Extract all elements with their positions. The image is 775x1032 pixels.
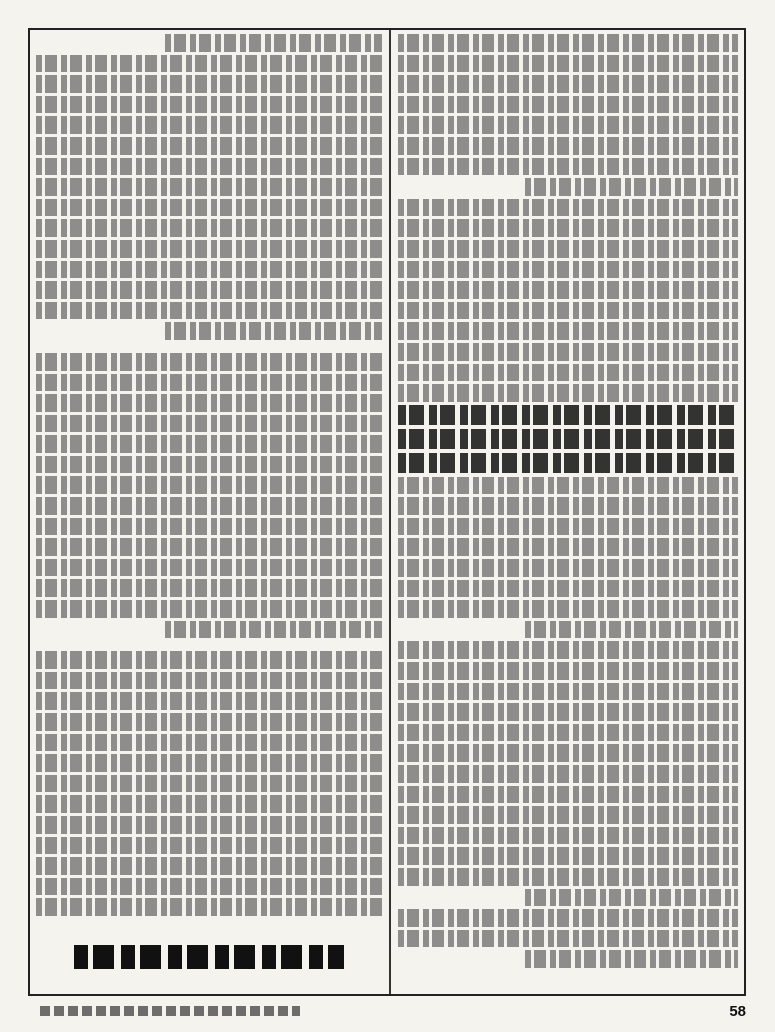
text-line xyxy=(36,55,382,73)
text-line xyxy=(36,559,382,577)
left-column xyxy=(34,34,384,994)
column-divider xyxy=(389,30,391,994)
text-line xyxy=(36,96,382,114)
text-line xyxy=(36,261,382,279)
text-line xyxy=(398,497,738,515)
text-line xyxy=(36,579,382,597)
text-line xyxy=(398,261,738,279)
text-line xyxy=(398,827,738,845)
text-line xyxy=(36,394,382,412)
text-line xyxy=(36,795,382,813)
text-line xyxy=(398,909,738,927)
text-line xyxy=(398,765,738,783)
text-line xyxy=(36,302,382,320)
text-line xyxy=(36,281,382,299)
text-line xyxy=(398,600,738,618)
text-line xyxy=(36,878,382,896)
text-line xyxy=(36,734,382,752)
text-line xyxy=(36,75,382,93)
text-line xyxy=(36,538,382,556)
text-line xyxy=(398,559,738,577)
text-line xyxy=(398,580,738,598)
text-line xyxy=(36,456,382,474)
text-line xyxy=(36,692,382,710)
page-number: 58 xyxy=(729,1002,746,1020)
text-line xyxy=(398,683,738,701)
text-line xyxy=(36,600,382,618)
text-line xyxy=(165,322,382,340)
text-line xyxy=(36,435,382,453)
text-line xyxy=(398,199,738,217)
text-line xyxy=(36,199,382,217)
text-line xyxy=(36,178,382,196)
text-line xyxy=(398,137,738,155)
text-line xyxy=(36,240,382,258)
page-footer xyxy=(28,1000,746,1022)
text-line xyxy=(36,713,382,731)
text-line xyxy=(398,302,738,320)
text-line xyxy=(36,672,382,690)
text-line xyxy=(525,950,738,968)
text-line xyxy=(36,518,382,536)
text-line xyxy=(398,662,738,680)
text-line xyxy=(398,477,738,495)
text-line xyxy=(36,374,382,392)
right-column xyxy=(396,34,740,994)
text-line xyxy=(36,837,382,855)
footer-issue-info xyxy=(40,1006,300,1016)
emphasis-line xyxy=(398,405,738,425)
emphasis-line xyxy=(398,429,738,449)
text-line xyxy=(398,219,738,237)
text-line xyxy=(398,75,738,93)
text-line xyxy=(398,240,738,258)
closing-wish-line xyxy=(34,940,384,974)
text-line xyxy=(398,724,738,742)
text-line xyxy=(398,703,738,721)
text-line xyxy=(398,930,738,948)
text-line xyxy=(165,34,382,52)
text-line xyxy=(398,518,738,536)
text-line xyxy=(398,116,738,134)
text-line xyxy=(36,219,382,237)
text-line xyxy=(36,497,382,515)
text-line xyxy=(398,343,738,361)
emphasis-line xyxy=(398,453,738,473)
text-line xyxy=(36,415,382,433)
text-line xyxy=(398,384,738,402)
text-line xyxy=(36,754,382,772)
text-line xyxy=(398,34,738,52)
text-line xyxy=(398,96,738,114)
text-line xyxy=(36,857,382,875)
text-line xyxy=(36,898,382,916)
text-line xyxy=(398,281,738,299)
text-line xyxy=(398,322,738,340)
text-line xyxy=(36,116,382,134)
text-line xyxy=(525,178,738,196)
text-line xyxy=(398,55,738,73)
text-line xyxy=(398,744,738,762)
text-line xyxy=(36,816,382,834)
text-line xyxy=(36,353,382,371)
text-line xyxy=(398,364,738,382)
text-line xyxy=(36,158,382,176)
text-line xyxy=(525,621,738,639)
text-line xyxy=(36,775,382,793)
text-line xyxy=(398,806,738,824)
text-line xyxy=(398,786,738,804)
text-line xyxy=(525,889,738,907)
text-line xyxy=(398,641,738,659)
text-line xyxy=(36,137,382,155)
text-line xyxy=(165,621,382,639)
text-line xyxy=(398,158,738,176)
text-line xyxy=(398,538,738,556)
text-line xyxy=(36,476,382,494)
text-line xyxy=(398,847,738,865)
text-line xyxy=(36,651,382,669)
text-line xyxy=(398,868,738,886)
